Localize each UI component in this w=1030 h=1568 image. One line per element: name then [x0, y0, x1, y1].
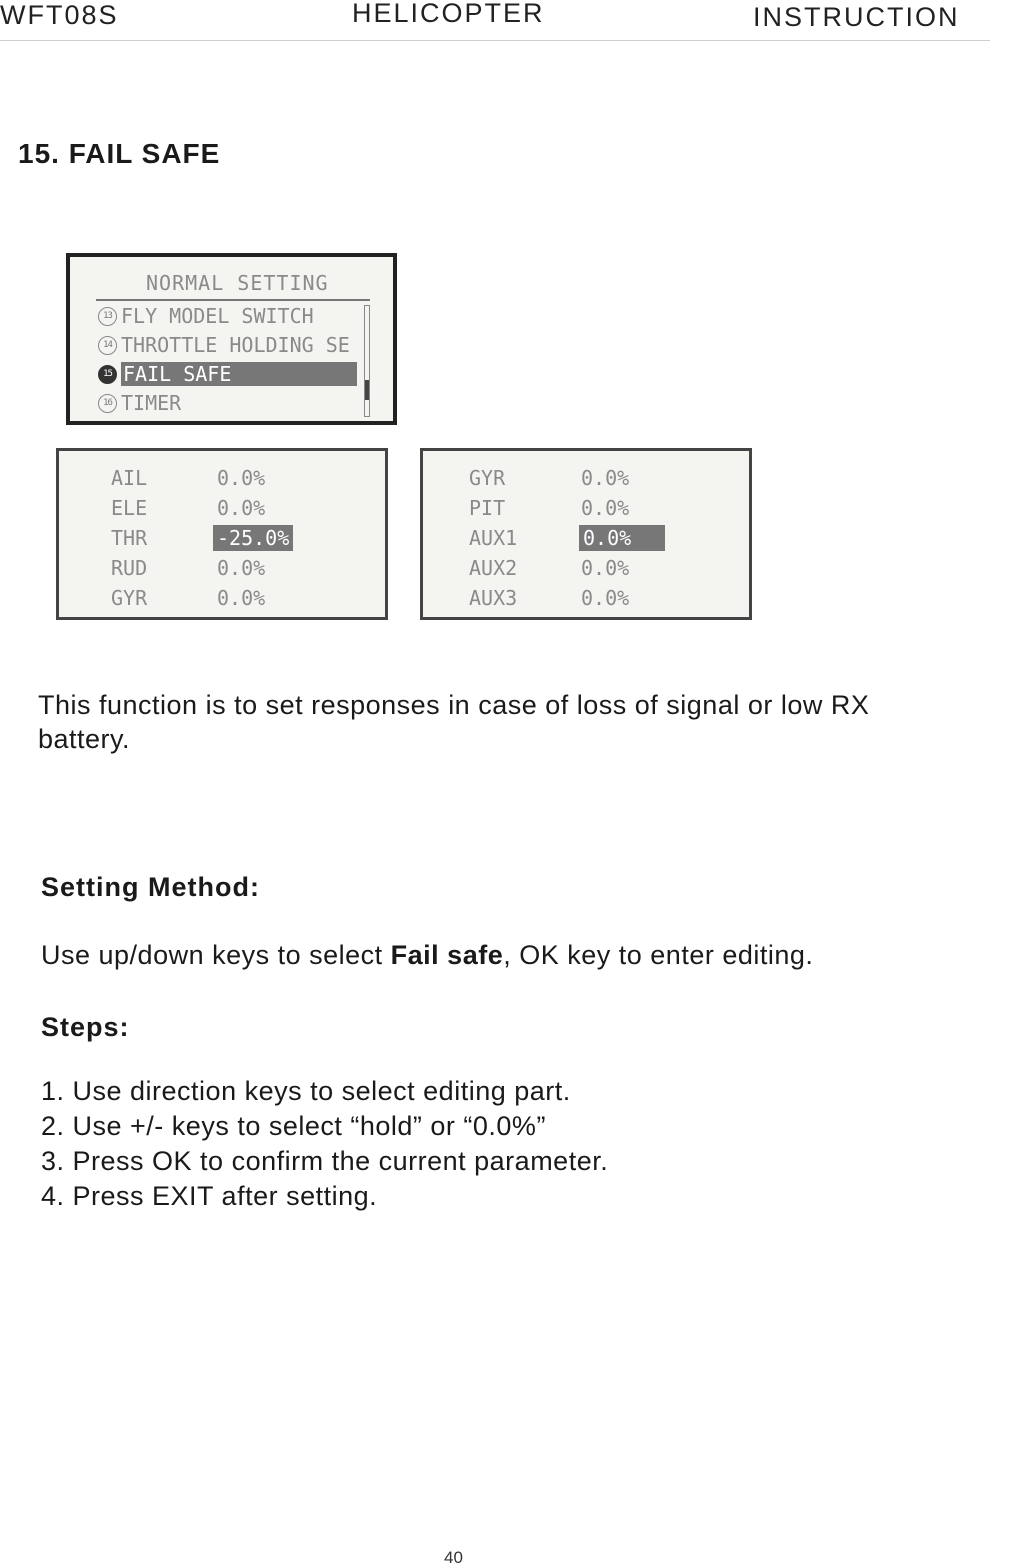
steps-heading: Steps: — [41, 1012, 130, 1042]
header-category: HELICOPTER — [352, 0, 545, 28]
channel-value: 0.0% — [581, 586, 630, 610]
channel-label: RUD — [111, 556, 148, 580]
channel-label: AUX1 — [469, 526, 518, 550]
lcd-menu-title: NORMAL SETTING — [146, 271, 329, 295]
channel-value-highlighted: 0.0% — [579, 525, 665, 551]
steps-list — [41, 1074, 608, 1214]
page-number: 40 — [444, 1548, 463, 1567]
intro-line: battery. — [38, 724, 131, 754]
lcd-menu-item-label: FAIL SAFE — [121, 362, 357, 386]
channel-label: AUX3 — [469, 586, 518, 610]
channel-label: GYR — [111, 586, 148, 610]
channel-label: AUX2 — [469, 556, 518, 580]
setting-method-text — [41, 938, 813, 972]
lcd-channel-screen-1 — [56, 448, 388, 620]
lcd-menu-item — [98, 303, 314, 329]
section-title: 15. FAIL SAFE — [18, 138, 221, 169]
number-circle-icon: 14 — [98, 336, 117, 355]
intro-line: This function is to set responses in case of loss of signal or low RX — [38, 690, 870, 720]
channel-value: 0.0% — [217, 556, 266, 580]
lcd-menu-divider — [96, 299, 370, 301]
lcd-channel-screen-2 — [420, 448, 752, 620]
number-circle-icon: 13 — [98, 307, 117, 326]
channel-value-highlighted: -25.0% — [213, 525, 293, 551]
setting-method-text-before: Use up/down keys to select — [41, 940, 391, 970]
channel-value: 0.0% — [217, 466, 266, 490]
step-item: 4. Press EXIT after setting. — [41, 1181, 378, 1211]
header-divider — [0, 40, 990, 41]
header-doc-type: INSTRUCTION — [753, 2, 960, 32]
intro-paragraph — [38, 688, 1028, 756]
lcd-menu-item-label: FLY MODEL SWITCH — [121, 304, 314, 328]
channel-label: AIL — [111, 466, 148, 490]
lcd-menu-screen — [66, 253, 397, 425]
setting-method-emphasis: Fail safe — [390, 940, 504, 970]
step-item: 2. Use +/- keys to select “hold” or “0.0%” — [41, 1111, 546, 1141]
header-model: WFT08S — [0, 0, 119, 30]
number-circle-icon: 16 — [98, 394, 117, 413]
lcd-menu-item — [98, 332, 350, 358]
lcd-scrollbar-thumb — [365, 380, 369, 400]
channel-value: 0.0% — [581, 556, 630, 580]
channel-label: PIT — [469, 496, 506, 520]
step-item: 1. Use direction keys to select editing part. — [41, 1076, 571, 1106]
channel-label: GYR — [469, 466, 506, 490]
setting-method-heading: Setting Method: — [41, 872, 260, 902]
setting-method-text-after: , OK key to enter editing. — [503, 940, 814, 970]
channel-label: ELE — [111, 496, 148, 520]
channel-label: THR — [111, 526, 148, 550]
channel-value: 0.0% — [217, 496, 266, 520]
number-circle-icon: 15 — [98, 365, 117, 384]
step-item: 3. Press OK to confirm the current parameter. — [41, 1146, 609, 1176]
lcd-menu-item-selected — [98, 361, 357, 387]
lcd-menu-item-label: THROTTLE HOLDING SE — [121, 333, 350, 357]
channel-value: 0.0% — [217, 586, 266, 610]
lcd-menu-item-label: TIMER — [121, 391, 182, 415]
lcd-scrollbar — [364, 305, 370, 417]
channel-value: 0.0% — [581, 496, 630, 520]
channel-value: 0.0% — [581, 466, 630, 490]
lcd-menu-item — [98, 390, 181, 416]
